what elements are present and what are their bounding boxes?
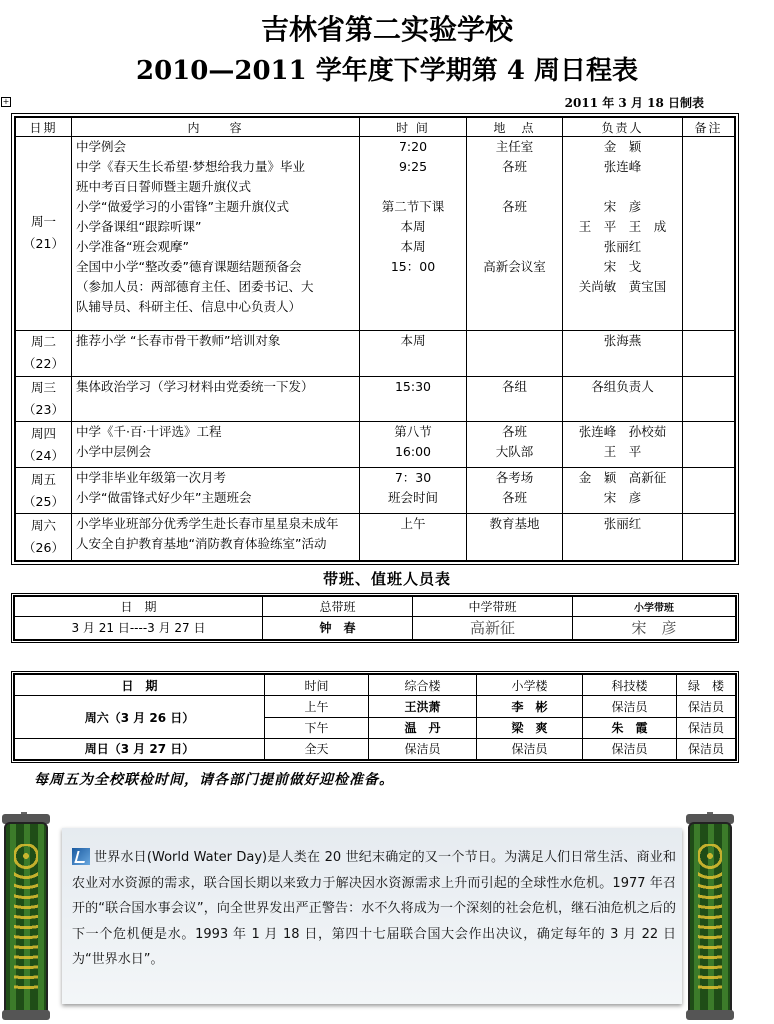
cleaning-header-building4: 绿 楼	[677, 675, 736, 696]
cleaning-cell: 保洁员	[677, 738, 736, 759]
schedule-person-line: 金 颖	[603, 139, 642, 154]
scroll-decoration-left	[4, 822, 48, 1016]
schedule-time-line: 本周	[400, 219, 426, 234]
schedule-person-line: 宋 彦	[603, 490, 642, 506]
schedule-content-line: 班中考百日誓师暨主题升旗仪式	[76, 179, 252, 194]
duty-table	[11, 593, 739, 643]
schedule-row	[16, 376, 735, 422]
schedule-time-cell	[360, 376, 467, 422]
schedule-time-line: 第八节	[394, 424, 432, 440]
schedule-time-line: 9:25	[398, 159, 428, 174]
schedule-person-cell	[563, 468, 683, 514]
cleaning-header-building3: 科技楼	[583, 675, 677, 696]
schedule-day	[16, 376, 72, 422]
schedule-person-line: 张连峰	[603, 159, 642, 174]
schedule-place-line: 教育基地	[489, 516, 540, 532]
schedule-place-line	[471, 177, 558, 197]
schedule-row	[16, 468, 735, 514]
schedule-header-2: 时 间	[360, 118, 467, 137]
cleaning-header-date: 日 期	[15, 675, 265, 696]
cleaning-cell: 保洁员	[583, 696, 677, 717]
cleaning-header-time: 时间	[265, 675, 369, 696]
day-label: 周四	[30, 425, 56, 441]
day-number: （24）	[23, 447, 64, 463]
schedule-remark-cell	[683, 514, 735, 561]
schedule-person-line: 张连峰 孙校茹	[578, 424, 667, 440]
schedule-person-line: 金 颖 高新征	[578, 470, 667, 486]
schedule-person-line: 宋 彦	[603, 199, 642, 214]
day-number: （25）	[23, 493, 64, 509]
schedule-content-line: 中学例会	[76, 139, 127, 154]
made-date: 2011 年 3 月 18 日制表	[564, 96, 704, 110]
schedule-time-line: 16:00	[394, 444, 432, 460]
schedule-content-line: 中学《千·百·十评选》工程	[76, 424, 222, 440]
water-day-text: 世界水日(World Water Day)是人类在 20 世纪末确定的又一个节日。为满足人们日常生活、商业和农业对水资源的需求，联合国长期以来致力于解决因水资源需求上升而引起的全球性水危机。1977 年召开的“联合国水事会议”，向全世界发出严正警告：水不久将成为一个深刻的社会危机，继石油危机之后的下一个危机便是水。1993 年 1 月 18 日，第四十七届联合国大会作出决议，确定每年的 3 月 22 日为“世界水日”。	[72, 850, 676, 967]
schedule-time-cell	[360, 137, 467, 331]
schedule-place-line	[471, 237, 558, 257]
schedule-place-line: 各班	[501, 490, 527, 506]
schedule-content-cell	[72, 468, 360, 514]
duty-header-middle: 中学带班	[413, 597, 573, 617]
schedule-time-line: 本周	[400, 239, 426, 254]
schedule-person-line: 张丽红	[603, 239, 642, 254]
schedule-content-line: 队辅导员、科研主任、信息中心负责人）	[76, 299, 302, 314]
day-number: （26）	[23, 540, 64, 556]
schedule-title: 2010—2011 学年度下学期第 4 周日程表	[136, 56, 638, 86]
duty-date: 3 月 21 日----3 月 27 日	[15, 616, 263, 639]
schedule-time-line	[364, 297, 462, 317]
cleaning-duty-table	[11, 671, 739, 763]
schedule-header-0: 日期	[16, 118, 72, 137]
schedule-day	[16, 330, 72, 376]
cleaning-row-sat-am	[15, 696, 736, 717]
schedule-person-line	[567, 177, 678, 197]
schedule-place-line: 各班	[501, 159, 527, 174]
school-name: 吉林省第二实验学校	[260, 13, 513, 46]
schedule-place-line	[471, 277, 558, 297]
schedule-content-line: 小学“做爱学习的小雷锋”主题升旗仪式	[76, 199, 289, 214]
day-number: （21）	[23, 236, 64, 252]
cleaning-cell: 朱 霞	[583, 717, 677, 738]
cleaning-cell: 保洁员	[677, 696, 736, 717]
schedule-content-cell	[72, 376, 360, 422]
schedule-header-4: 负责人	[563, 118, 683, 137]
schedule-person-line: 张海燕	[603, 332, 642, 348]
schedule-remark-cell	[683, 468, 735, 514]
schedule-row	[16, 137, 735, 331]
schedule-content-cell	[72, 330, 360, 376]
schedule-time-cell	[360, 468, 467, 514]
schedule-place-cell	[467, 376, 563, 422]
duty-general: 钟 春	[263, 616, 413, 639]
schedule-time-line: 班会时间	[387, 490, 438, 506]
schedule-place-cell	[467, 468, 563, 514]
schedule-place-line	[471, 217, 558, 237]
cleaning-cell: 李 彬	[477, 696, 583, 717]
table-anchor-icon[interactable]: +	[2, 97, 10, 106]
schedule-place-cell	[467, 330, 563, 376]
day-number: （22）	[23, 356, 64, 372]
schedule-person-line: 王 平 王 成	[578, 219, 667, 234]
inspection-note: 每周五为全校联检时间，请各部门提前做好迎检准备。	[34, 772, 394, 788]
cleaning-header-building1: 综合楼	[369, 675, 477, 696]
schedule-place-line: 各班	[501, 199, 527, 214]
schedule-day	[16, 137, 72, 331]
schedule-person-cell	[563, 376, 683, 422]
day-label: 周一	[30, 214, 56, 230]
schedule-place-cell	[467, 422, 563, 468]
scroll-cap-right-bottom	[686, 1010, 734, 1020]
schedule-time-cell	[360, 422, 467, 468]
schedule-day	[16, 422, 72, 468]
schedule-content-line: 小学备课组“跟踪听课”	[76, 219, 202, 234]
schedule-row	[16, 514, 735, 561]
schedule-time-cell	[360, 330, 467, 376]
cleaning-cell: 全天	[265, 738, 369, 759]
day-label: 周五	[30, 471, 56, 487]
day-label: 周二	[30, 334, 56, 350]
schedule-place-line: 主任室	[495, 139, 534, 154]
schedule-place-cell	[467, 514, 563, 561]
schedule-content-line: 中学《春天生长希望·梦想给我力量》毕业	[76, 159, 305, 174]
schedule-remark-cell	[683, 330, 735, 376]
schedule-time-cell	[360, 514, 467, 561]
cleaning-sun-label: 周日（3 月 27 日）	[15, 738, 265, 759]
schedule-place-line	[471, 331, 558, 351]
schedule-time-line	[364, 277, 462, 297]
cleaning-cell: 保洁员	[677, 717, 736, 738]
duty-header-general: 总带班	[263, 597, 413, 617]
cleaning-cell: 保洁员	[477, 738, 583, 759]
duty-header-primary: 小学带班	[573, 597, 736, 617]
schedule-content-line: （参加人员：两部德育主任、团委书记、大	[76, 279, 314, 294]
day-number: （23）	[23, 401, 64, 417]
schedule-content-line: 推荐小学 “长春市骨干教师”培训对象	[76, 332, 281, 348]
schedule-day	[16, 514, 72, 561]
schedule-person-line: 各组负责人	[591, 378, 654, 394]
schedule-content-cell	[72, 514, 360, 561]
schedule-header-3: 地 点	[467, 118, 563, 137]
duty-table-title: 带班、值班人员表	[322, 570, 451, 588]
duty-header-date: 日 期	[15, 597, 263, 617]
scroll-cap-left-bottom	[2, 1010, 50, 1020]
day-label: 周三	[30, 379, 56, 395]
schedule-row	[16, 422, 735, 468]
schedule-time-line: 7：30	[394, 470, 432, 486]
schedule-place-line: 各组	[501, 378, 527, 394]
day-label: 周六	[30, 518, 56, 534]
schedule-time-line: 本周	[400, 332, 426, 348]
duty-header-row	[15, 597, 736, 617]
cleaning-cell: 下午	[265, 717, 369, 738]
schedule-day	[16, 468, 72, 514]
schedule-time-line: 15：00	[390, 259, 436, 274]
schedule-time-line: 7:20	[398, 139, 428, 154]
schedule-remark-cell	[683, 376, 735, 422]
schedule-content-line: 小学“做雷锋式好少年”主题班会	[76, 490, 252, 506]
schedule-place-line: 大队部	[495, 444, 534, 460]
weekly-schedule-table	[11, 113, 739, 565]
schedule-time-line	[364, 177, 462, 197]
schedule-person-line: 关尚敏 黄宝国	[578, 279, 667, 294]
schedule-time-line: 上午	[400, 516, 426, 532]
schedule-place-line	[471, 297, 558, 317]
cleaning-cell: 温 丹	[369, 717, 477, 738]
schedule-place-cell	[467, 137, 563, 331]
cleaning-header-building2: 小学楼	[477, 675, 583, 696]
cleaning-header-row	[15, 675, 736, 696]
schedule-person-line: 宋 戈	[603, 259, 642, 274]
schedule-content-cell	[72, 422, 360, 468]
cleaning-cell: 保洁员	[369, 738, 477, 759]
schedule-person-line	[567, 297, 678, 317]
schedule-header-row	[16, 118, 735, 137]
schedule-row	[16, 330, 735, 376]
schedule-place-line: 各考场	[495, 470, 534, 486]
schedule-header-1: 内 容	[72, 118, 360, 137]
schedule-person-cell	[563, 330, 683, 376]
duty-primary: 宋 彦	[573, 616, 736, 639]
scroll-decoration-right	[688, 822, 732, 1016]
duty-middle: 高新征	[413, 616, 573, 639]
schedule-content-line: 全国中小学“整改委”德育课题结题预备会	[76, 259, 302, 274]
schedule-time-line: 第二节下课	[381, 199, 445, 214]
cleaning-cell: 梁 爽	[477, 717, 583, 738]
schedule-content-line: 人安全自护教育基地“消防教育体验练室”活动	[76, 536, 327, 552]
schedule-content-line: 小学准备“班会观摩”	[76, 239, 189, 254]
cleaning-cell: 保洁员	[583, 738, 677, 759]
schedule-place-line: 各班	[501, 424, 527, 440]
schedule-content-line: 中学非毕业年级第一次月考	[76, 470, 227, 486]
schedule-remark-cell	[683, 137, 735, 331]
schedule-content-cell	[72, 137, 360, 331]
cleaning-sat-label: 周六（3 月 26 日）	[15, 696, 265, 739]
schedule-remark-cell	[683, 422, 735, 468]
schedule-place-line: 高新会议室	[483, 259, 546, 274]
schedule-person-line: 张丽红	[603, 516, 642, 532]
duty-row	[15, 616, 736, 639]
cleaning-row-sun	[15, 738, 736, 759]
schedule-time-line: 15:30	[394, 378, 432, 394]
schedule-content-line: 小学中层例会	[76, 444, 152, 460]
cleaning-cell: 王洪萧	[369, 696, 477, 717]
schedule-header-5: 备注	[683, 118, 735, 137]
schedule-person-cell	[563, 422, 683, 468]
schedule-person-cell	[563, 137, 683, 331]
schedule-content-line: 集体政治学习（学习材料由党委统一下发）	[76, 378, 314, 394]
cleaning-cell: 上午	[265, 696, 369, 717]
schedule-content-line: 小学毕业班部分优秀学生赴长春市星星泉未成年	[76, 516, 339, 532]
schedule-person-cell	[563, 514, 683, 561]
schedule-person-line: 王 平	[603, 444, 642, 460]
